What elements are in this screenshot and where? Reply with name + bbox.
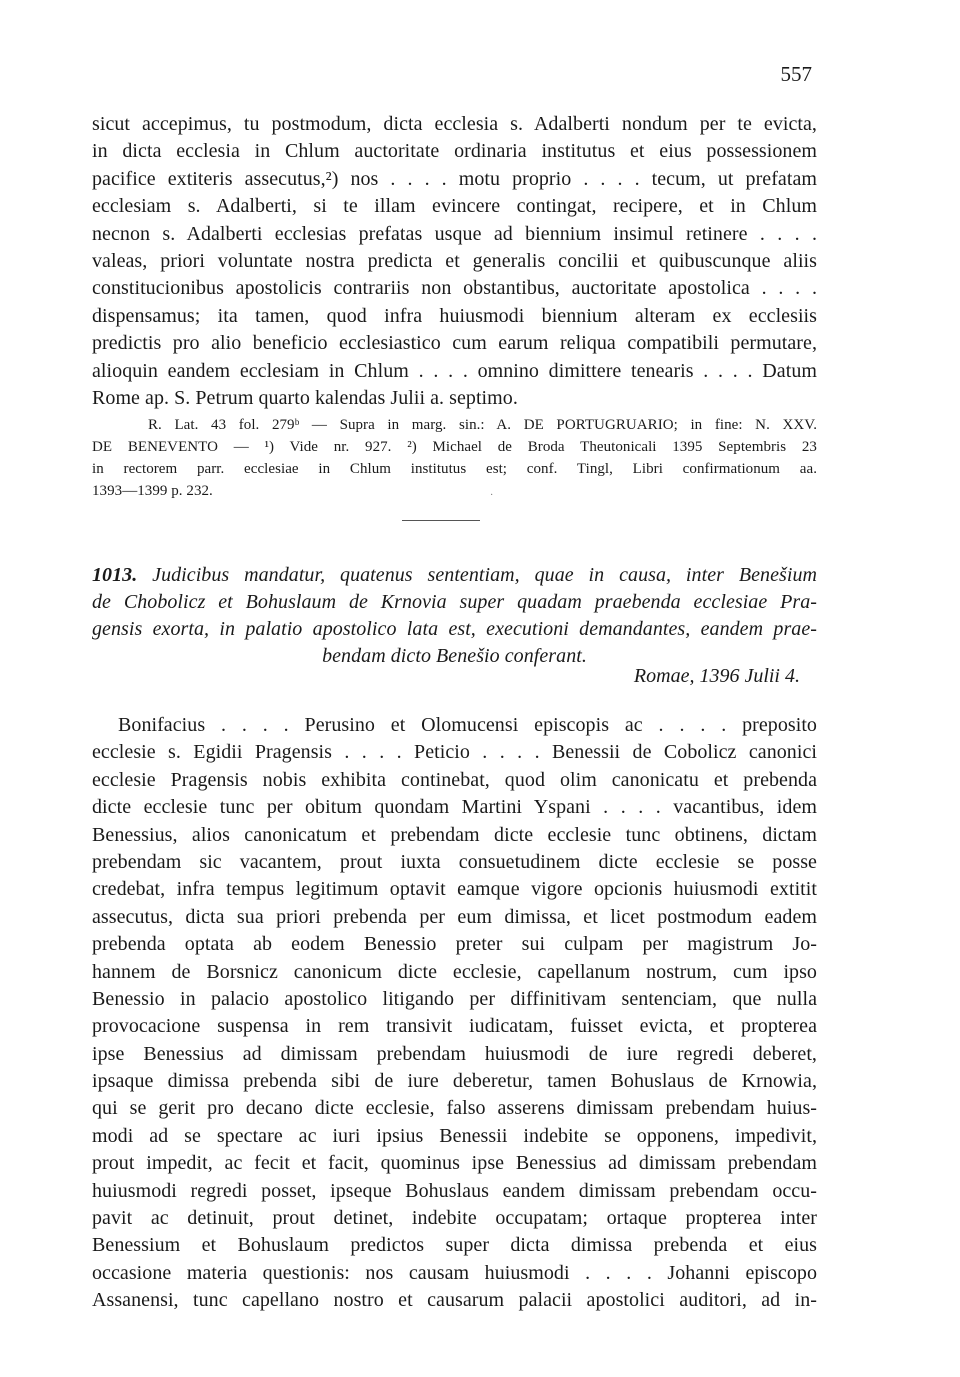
text-line: Bonifacius . . . . Perusino et Olomucensi episcopis ac . . . . preposito (118, 714, 817, 736)
text-line: in dicta ecclesia in Chlum auctoritate ordinaria institutus et eius possessionem (92, 140, 817, 163)
heading-line: bendam dicto Benešio conferant. (322, 645, 587, 667)
heading-text: Judicibus mandatur, quatenus sententiam, quae in causa, inter Benešium (152, 564, 817, 586)
text-line: Benessius, alios canonicatum et prebendam dicte ecclesie tunc obtinens, dictam (92, 823, 817, 846)
letter-text (92, 712, 817, 1315)
text-line: Benessium et Bohuslaum predictos super dicta dimissa prebenda et eius (92, 1234, 817, 1257)
text-line: ecclesiam s. Adalberti, si te illam evincere contingat, recipere, et in Chlum (92, 195, 817, 218)
section-separator (402, 520, 480, 521)
text-line: occasione materia questionis: nos causam huiusmodi . . . . Johanni episcopo (92, 1261, 817, 1284)
heading-line: de Chobolicz et Bohuslaum de Krnovia super quadam praebenda ecclesiae Pra- (92, 591, 817, 613)
separator-dot: · (490, 490, 494, 501)
text-line: sicut accepimus, tu postmodum, dicta ecclesia s. Adalberti nondum per te evicta, (92, 113, 817, 135)
text-line: modi ad se spectare ac iuri ipsius Benessii indebite se opponens, impedivit, (92, 1124, 817, 1147)
text-line: ipse Benessius ad dimissam prebendam huiusmodi de iure regredi deberet, (92, 1042, 817, 1065)
footnote-line: 1393—1399 p. 232. (92, 483, 213, 499)
page-number: 557 (780, 62, 812, 86)
text-line: predictis pro alio beneficio ecclesiastico cum earum reliqua compatibili permutare, (92, 332, 817, 355)
text-line: provocacione suspensa in rem transivit iudicatam, fuisset evicta, et propterea (92, 1015, 817, 1038)
text-line: necnon s. Adalberti ecclesias prefatas usque ad biennium insimul retinere . . . . (92, 222, 817, 245)
continued-letter-text (92, 111, 817, 412)
text-line: Rome ap. S. Petrum quarto kalendas Julii a. septimo. (92, 386, 518, 409)
footnote-line: R. Lat. 43 fol. 279ᵇ — Supra in marg. sin.: A. DE PORTUGRUARIO; in fine: N. XXV. (148, 417, 817, 433)
text-line: dicte ecclesie tunc per obitum quondam Martini Yspani . . . . vacantibus, idem (92, 796, 817, 819)
text-line: valeas, priori voluntate nostra predicta et generalis concilii et quibuscunque aliis (92, 249, 817, 272)
text-line: hannem de Borsnicz canonicum dicte ecclesie, capellanum nostrum, cum ipso (92, 960, 817, 983)
text-line: assecutus, dicta sua priori prebenda per eum dimissa, et licet postmodum eadem (92, 905, 817, 928)
text-line: Assanensi, tunc capellano nostro et causarum palacii apostolici auditori, ad in- (92, 1289, 817, 1312)
text-line: qui se gerit pro decano dicte ecclesie, falso asserens dimissam prebendam huius- (92, 1097, 817, 1120)
text-line: dispensamus; ita tamen, quod infra huiusmodi biennium alteram ex ecclesiis (92, 304, 817, 327)
text-line: credebat, infra tempus legitimum optavit eamque vigore opcionis huiusmodi extitit (92, 878, 817, 901)
text-line: constitucionibus apostolicis contrariis non obstantibus, auctoritate apostolica . . . . (92, 277, 817, 300)
text-line: Benessio in palacio apostolico litigando per diffinitivam sentenciam, que nulla (92, 987, 817, 1010)
footnote-apparatus (92, 414, 817, 502)
heading-line (92, 562, 817, 589)
text-line: prebendam sic vacantem, prout iuxta consuetudinem dicte ecclesie se posse (92, 850, 817, 873)
heading-line: gensis exorta, in palatio apostolico lata est, executioni demandantes, eandem prae- (92, 618, 817, 640)
text-line: ecclesie s. Egidii Pragensis . . . . Peticio . . . . Benessii de Cobolicz canonici (92, 741, 817, 764)
text-line: alioquin eandem ecclesiam in Chlum . . . . omnino dimittere tenearis . . . . Datum (92, 359, 817, 382)
document-heading (92, 562, 817, 670)
text-line: ecclesie Pragensis nobis exhibita continebat, quod olim canonicatu et prebenda (92, 768, 817, 791)
text-line: huiusmodi regredi posset, ipseque Bohuslaus eandem dimissam prebendam occu- (92, 1179, 817, 1202)
text-line: pacifice extiteris assecutus,²) nos . . . . motu proprio . . . . tecum, ut prefatam (92, 167, 817, 190)
text-line: prebenda optata ab eodem Benessio preter sui culpam per magistrum Jo- (92, 933, 817, 956)
text-line: prout impedit, ac fecit et facit, quominus ipse Benessius ad dimissam prebendam (92, 1152, 817, 1175)
document-date: Romae, 1396 Julii 4. (633, 665, 800, 687)
footnote-line: in rectorem parr. ecclesiae in Chlum institutus est; conf. Tingl, Libri confirmationum aa. (92, 461, 817, 477)
text-line: pavit ac detinuit, prout detinet, indebite occupatam; ortaque propterea inter (92, 1207, 817, 1230)
document-number: 1013. (92, 564, 138, 586)
text-line: ipsaque dimissa prebenda sibi de iure deberetur, tamen Bohuslaus de Krnowia, (92, 1070, 817, 1093)
footnote-line: DE BENEVENTO — ¹) Vide nr. 927. ²) Michael de Broda Theutonicali 1395 Septembris 23 (92, 439, 817, 455)
